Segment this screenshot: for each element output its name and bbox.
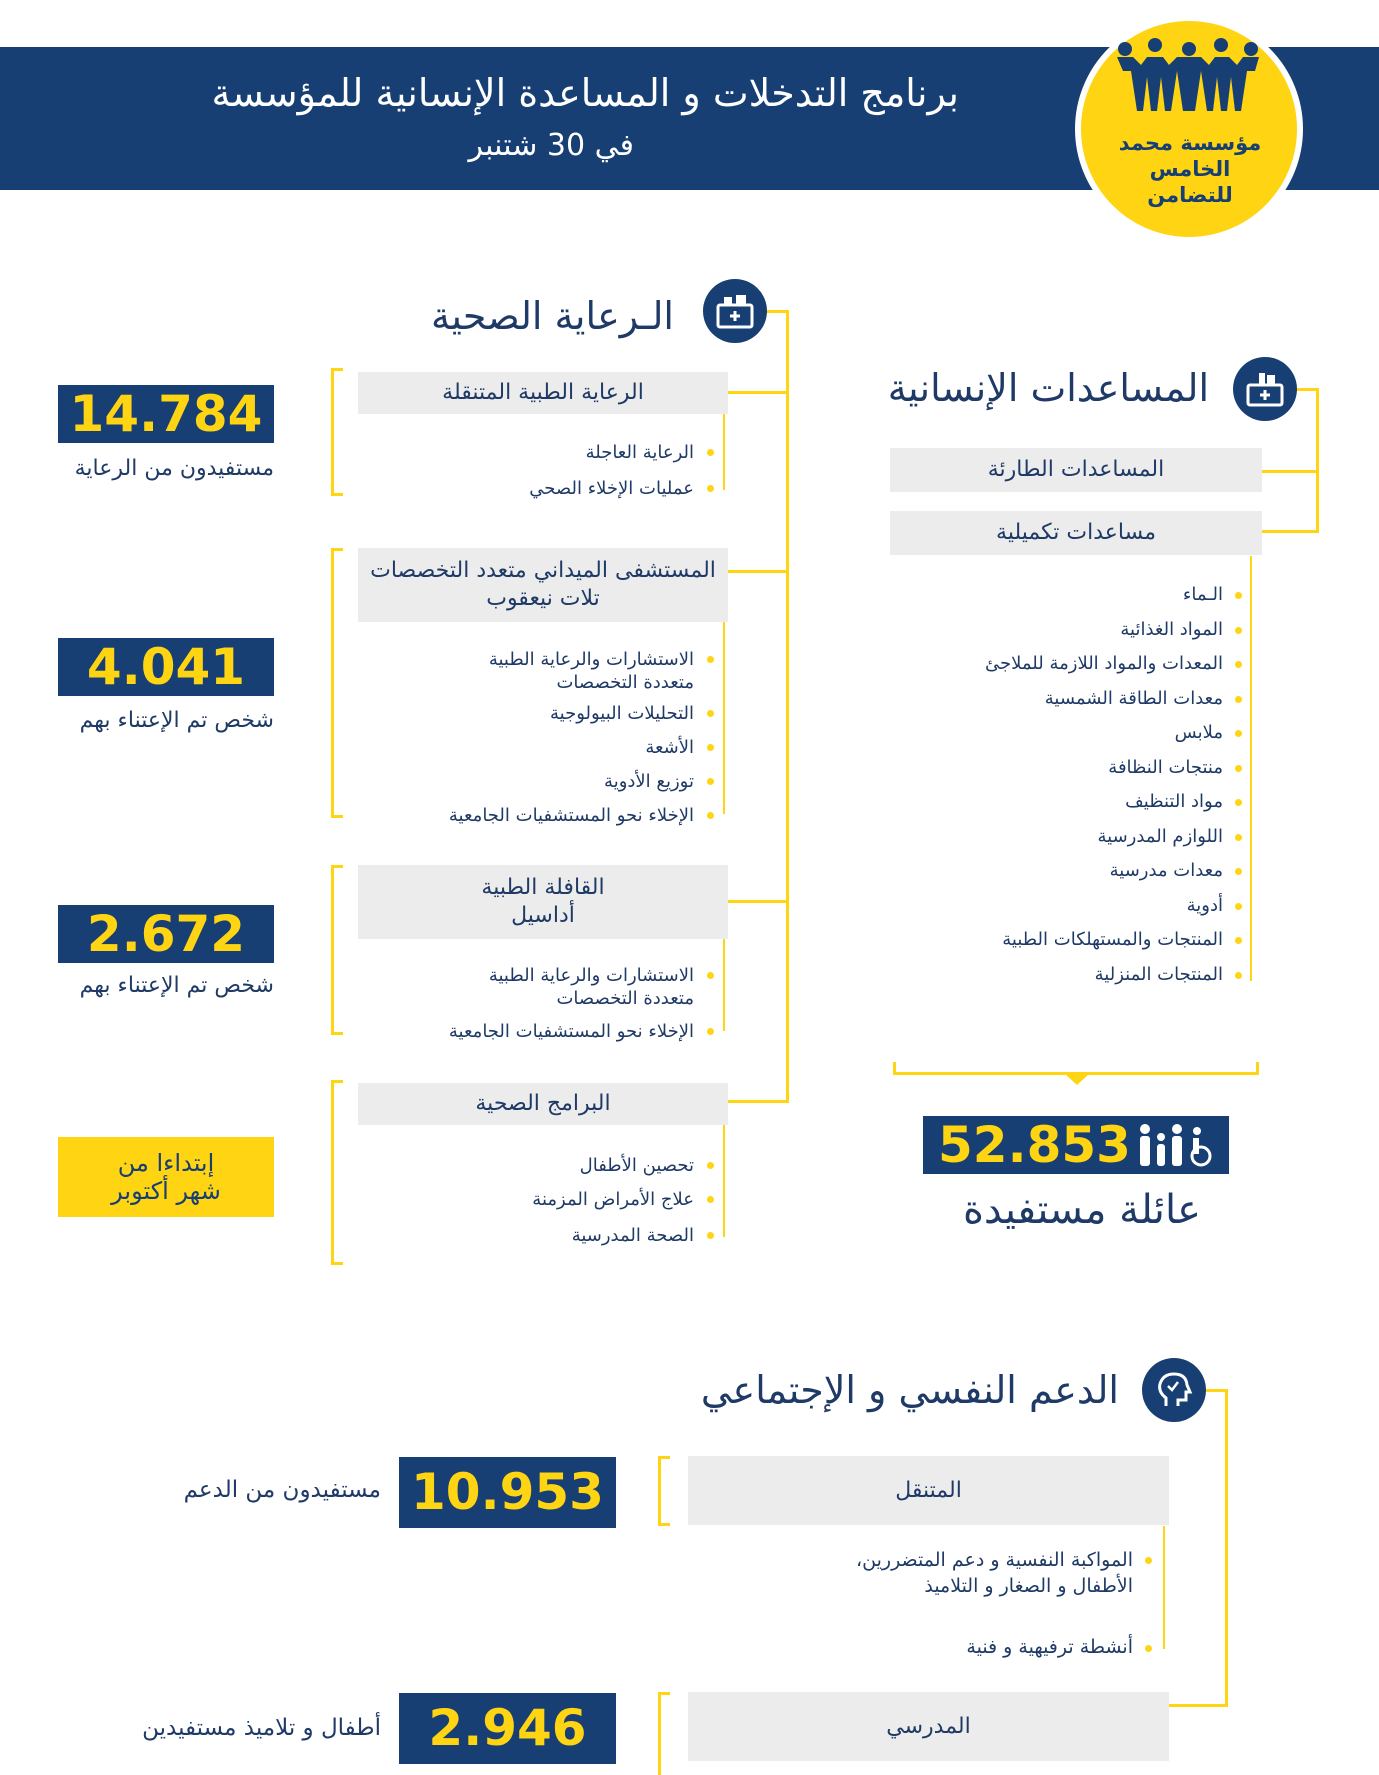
- stat-value: 2.946: [399, 1693, 616, 1764]
- list-item: المواد الغذائية: [1120, 619, 1223, 640]
- mobile-support-box: المتنقل: [688, 1456, 1169, 1525]
- stat-label: شخص تم الإعتناء بهم: [79, 973, 274, 998]
- item-line: [1163, 1526, 1165, 1649]
- health-group-4-title: [358, 1083, 728, 1125]
- item-line: [723, 622, 725, 814]
- stat-value: 14.784: [58, 385, 274, 443]
- families-label: عائلة مستفيدة: [962, 1187, 1201, 1233]
- bracket: [331, 548, 334, 818]
- note-box: [58, 1137, 274, 1217]
- bracket: [331, 368, 343, 371]
- list-item: توزيع الأدوية: [604, 771, 694, 792]
- list-item: عمليات الإخلاء الصحي: [529, 478, 694, 499]
- bullet: [1235, 903, 1242, 910]
- list-item: المعدات والمواد اللازمة للملاجئ: [985, 653, 1223, 674]
- bracket: [331, 493, 343, 496]
- bullet: [707, 812, 714, 819]
- page-subtitle: في 30 شتنبر: [468, 128, 634, 163]
- stat-label: مستفيدون من الدعم: [183, 1477, 381, 1503]
- group-title-line: الرعاية الطبية المتنقلة: [442, 380, 644, 405]
- bullet: [1235, 868, 1242, 875]
- bullet: [707, 1232, 714, 1239]
- bullet: [1145, 1645, 1152, 1652]
- bracket-arrow: [1065, 1074, 1089, 1085]
- connector: [1168, 1704, 1228, 1707]
- list-item: الاستشارات والرعاية الطبية متعددة التخصصات: [488, 965, 694, 1009]
- bullet: [1235, 661, 1242, 668]
- connector: [1262, 530, 1319, 533]
- bracket: [658, 1692, 670, 1695]
- bullet: [1235, 730, 1242, 737]
- bracket: [331, 865, 343, 868]
- bullet: [1235, 765, 1242, 772]
- stat-value: 2.672: [58, 905, 274, 963]
- list-item: معدات مدرسية: [1109, 860, 1223, 881]
- connector: [1316, 388, 1319, 533]
- page-title: برنامج التدخلات و المساعدة الإنسانية للمؤسسة: [211, 71, 959, 115]
- logo-text-line-2: للتضامن: [1147, 183, 1233, 207]
- family-icon: [1135, 1122, 1213, 1172]
- bracket: [331, 1080, 334, 1265]
- list-item: منتجات النظافة: [1108, 757, 1223, 778]
- emergency-aid-box: المساعدات الطارئة: [890, 448, 1262, 492]
- group-title-line: تلات نيعقوب: [486, 586, 600, 611]
- group-title-line: القافلة الطبية: [481, 875, 605, 900]
- bullet: [1235, 834, 1242, 841]
- medical-kit-icon: [703, 279, 767, 343]
- school-support-box: المدرسي: [688, 1692, 1169, 1761]
- health-group-1-title: [358, 372, 728, 414]
- stat-label: أطفال و تلاميذ مستفيدين: [142, 1715, 381, 1741]
- bracket: [331, 1032, 343, 1035]
- psycho-section-title: الدعم النفسي و الإجتماعي: [700, 1368, 1119, 1412]
- logo-text-line-1: مؤسسة محمد الخامس: [1118, 131, 1262, 181]
- bullet: [1145, 1557, 1152, 1564]
- bracket: [331, 548, 343, 551]
- bracket: [331, 865, 334, 1035]
- list-item: معدات الطاقة الشمسية: [1044, 688, 1223, 709]
- bracket: [331, 368, 334, 496]
- bracket: [331, 815, 343, 818]
- bullet: [1235, 799, 1242, 806]
- list-item: المنتجات والمستهلكات الطبية: [1002, 929, 1223, 950]
- stat-value: 52.853: [938, 1116, 1131, 1174]
- bracket: [331, 1080, 343, 1083]
- list-item: الـماء: [1182, 584, 1223, 605]
- bracket: [658, 1692, 661, 1775]
- stat-label: شخص تم الإعتناء بهم: [79, 708, 274, 733]
- list-item: مواد التنظيف: [1125, 791, 1223, 812]
- bullet: [1235, 592, 1242, 599]
- connector: [786, 310, 789, 1102]
- item-line: [723, 414, 725, 490]
- bullet: [707, 656, 714, 663]
- note-line: شهر أكتوبر: [111, 1177, 221, 1205]
- bullet: [707, 972, 714, 979]
- health-group-3-title: [358, 865, 728, 939]
- list-item: ملابس: [1174, 722, 1223, 743]
- aid-box-icon: [1233, 357, 1297, 421]
- stat-label: مستفيدون من الرعاية: [74, 456, 274, 481]
- connector: [727, 1100, 789, 1103]
- list-item: أنشطة ترفيهية و فنية: [966, 1636, 1133, 1658]
- head-support-icon: [1142, 1358, 1206, 1422]
- list-item: المواكبة النفسية و دعم المتضررين، الأطفال و الصغار و التلاميذ: [856, 1549, 1133, 1597]
- connector: [727, 900, 789, 903]
- list-item: علاج الأمراض المزمنة: [532, 1189, 694, 1210]
- health-group-2-title: [358, 548, 728, 622]
- health-section-title: الـرعاية الصحية: [431, 294, 674, 338]
- list-item: أدوية: [1186, 895, 1223, 916]
- bullet: [707, 710, 714, 717]
- bullet: [707, 449, 714, 456]
- item-line: [1250, 556, 1252, 981]
- bullet: [707, 485, 714, 492]
- bracket: [331, 1262, 343, 1265]
- note-line: إبتداءا من: [117, 1149, 215, 1177]
- bullet: [1235, 972, 1242, 979]
- bullet: [1235, 627, 1242, 634]
- group-title-line: البرامج الصحية: [475, 1091, 611, 1116]
- connector: [1262, 470, 1319, 473]
- group-title-line: أداسيل: [511, 903, 575, 928]
- bullet: [1235, 696, 1242, 703]
- list-item: الرعاية العاجلة: [585, 442, 694, 463]
- item-line: [723, 939, 725, 1031]
- bracket: [658, 1456, 661, 1526]
- complementary-aid-box: مساعدات تكميلية: [890, 511, 1262, 555]
- list-item: التحليلات البيولوجية: [550, 703, 694, 724]
- logo-text: [1085, 130, 1295, 208]
- list-item: الإخلاء نحو المستشفيات الجامعية: [448, 805, 694, 826]
- list-item: الصحة المدرسية: [571, 1225, 694, 1246]
- bullet: [1235, 937, 1242, 944]
- list-item: الإخلاء نحو المستشفيات الجامعية: [448, 1021, 694, 1042]
- list-item: اللوازم المدرسية: [1097, 826, 1223, 847]
- bracket: [658, 1523, 670, 1526]
- bracket: [658, 1456, 670, 1459]
- list-item: الاستشارات والرعاية الطبية متعددة التخصصات: [488, 649, 694, 693]
- foundation-logo: [1075, 15, 1303, 243]
- humanitarian-section-title: المساعدات الإنسانية: [887, 366, 1209, 410]
- group-title-line: المستشفى الميداني متعدد التخصصات: [370, 558, 716, 583]
- connector: [727, 570, 789, 573]
- list-item: المنتجات المنزلية: [1094, 964, 1223, 985]
- bullet: [707, 1162, 714, 1169]
- connector: [1225, 1389, 1228, 1707]
- bullet: [707, 778, 714, 785]
- bullet: [707, 1028, 714, 1035]
- list-item: الأشعة: [645, 737, 694, 758]
- list-item: تحصين الأطفال: [579, 1155, 694, 1176]
- stat-value: 4.041: [58, 638, 274, 696]
- bullet: [707, 744, 714, 751]
- connector: [727, 391, 789, 394]
- stat-value: 10.953: [399, 1457, 616, 1528]
- bullet: [707, 1196, 714, 1203]
- item-line: [723, 1125, 725, 1237]
